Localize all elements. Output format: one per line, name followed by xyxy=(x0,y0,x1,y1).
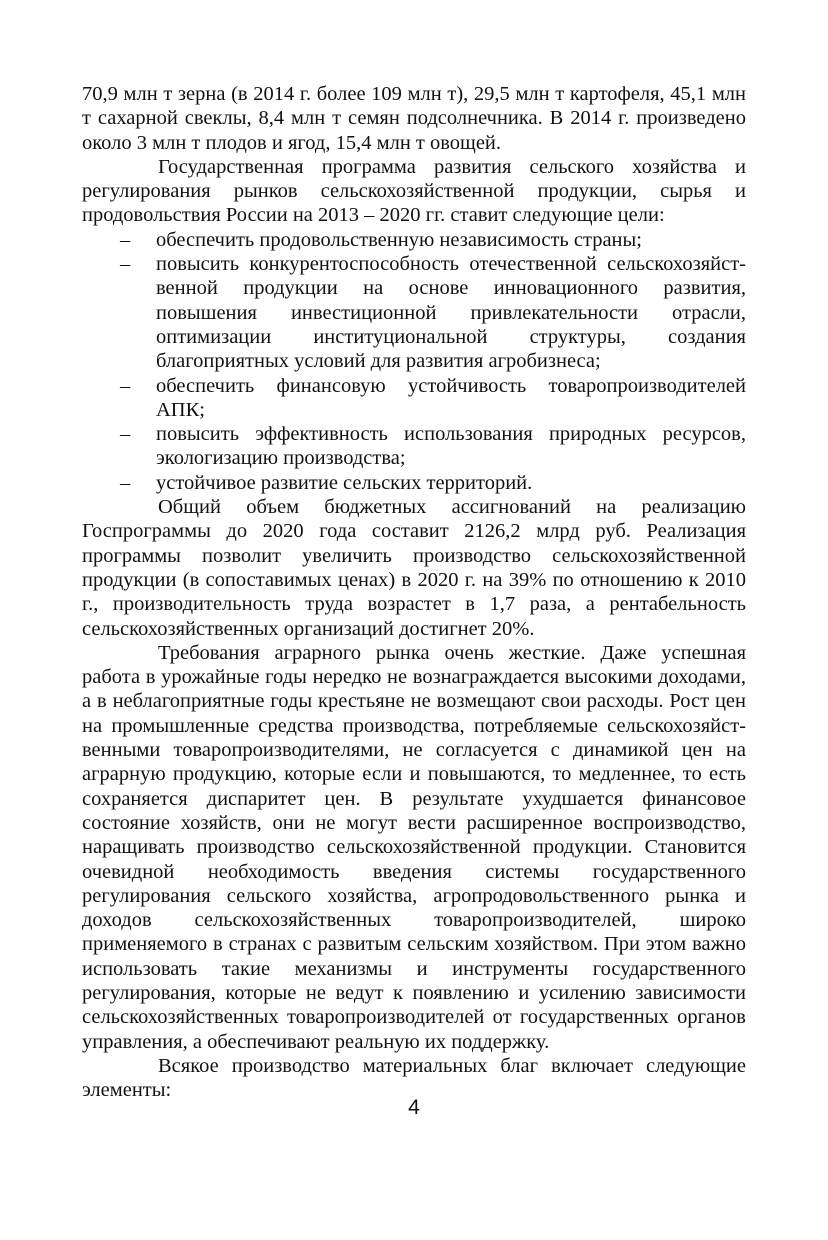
list-item xyxy=(82,252,746,373)
dash-bullet: – xyxy=(120,423,131,446)
list-item xyxy=(82,228,746,252)
paragraph-market-requirements: Требования аграрного рынка очень жесткие. Даже успешная работа в урожайные годы нередко не вознаграждается высокими доходами, а в неблагоприятные годы крестьяне не возмещают свои расходы. Рост цен на промышленные средства производства, потребляемые сельскохозяйст-венными товаропроизводителями, не согласуется с динамикой цен на аграрную продукцию, которые если и повышаются, то медленнее, то есть сохраняется диспаритет цен. В результате ухудшается финансовое состояние хозяйств, они не могут вести расширенное воспроизводство, наращивать производство сельскохозяйственной продукции. Становится очевидной необходимость введения системы государственного регулирования сельского хозяйства, агропродовольственного рынка и доходов сельскохозяйственных товаропроизводителей, широко применяемого в странах с развитым сельским хозяйством. При этом важно использовать такие механизмы и инструменты государственного регулирования, которые не ведут к появлению и усилению зависимости сельскохозяйственных товаропроизводителей от государственных органов управления, а обеспечивают реальную их поддержку. xyxy=(82,641,746,1053)
paragraph-production-elements: Всякое производство материальных благ включает следующие элементы: xyxy=(82,1054,746,1102)
list-item xyxy=(82,422,746,471)
list-item-text: устойчивое развитие сельских территорий. xyxy=(156,471,533,494)
dash-bullet: – xyxy=(120,471,131,494)
document-page xyxy=(82,82,746,1102)
list-item-text: повысить эффективность использования природных ресурсов, экологизацию производства; xyxy=(156,423,746,470)
list-item xyxy=(82,471,746,495)
dash-bullet: – xyxy=(120,228,131,251)
paragraph-production-figures: 70,9 млн т зерна (в 2014 г. более 109 млн т), 29,5 млн т картофеля, 45,1 млн т сахарной свеклы, 8,4 млн т семян подсолнечника. В 2014 г. произведено около 3 млн т плодов и ягод, 15,4 млн т овощей. xyxy=(82,83,746,154)
goals-list xyxy=(82,228,746,495)
paragraph-budget: Общий объем бюджетных ассигнований на реализацию Госпрограммы до 2020 года составит 2126,2 млрд руб. Реализация программы позволит увеличить производство сельскохозяйственной продукции (в сопоставимых ценах) в 2020 г. на 39% по отношению к 2010 г., производительность труда возрастет в 1,7 раза, а рентабельность сельскохозяйственных организаций достигнет 20%. xyxy=(82,496,746,640)
paragraph-state-program: Государственная программа развития сельского хозяйства и регулирования рынков сельскохозяйственной продукции, сырья и продовольствия России на 2013 – 2020 гг. ставит следующие цели: xyxy=(82,155,746,227)
list-item-text: обеспечить финансовую устойчивость товаропроизводителей АПК; xyxy=(156,374,746,421)
dash-bullet: – xyxy=(120,253,131,276)
page-number: 4 xyxy=(408,1096,420,1119)
list-item-text: повысить конкурентоспособность отечественной сельскохозяйст-венной продукции на основе инновационного развития, повышения инвестиционной привлекательности отрасли, оптимизации институциональной структуры, создания благоприятных условий для развития агробизнеса; xyxy=(156,253,746,373)
list-item xyxy=(82,374,746,423)
list-item-text: обеспечить продовольственную независимость страны; xyxy=(156,228,642,251)
dash-bullet: – xyxy=(120,374,131,397)
